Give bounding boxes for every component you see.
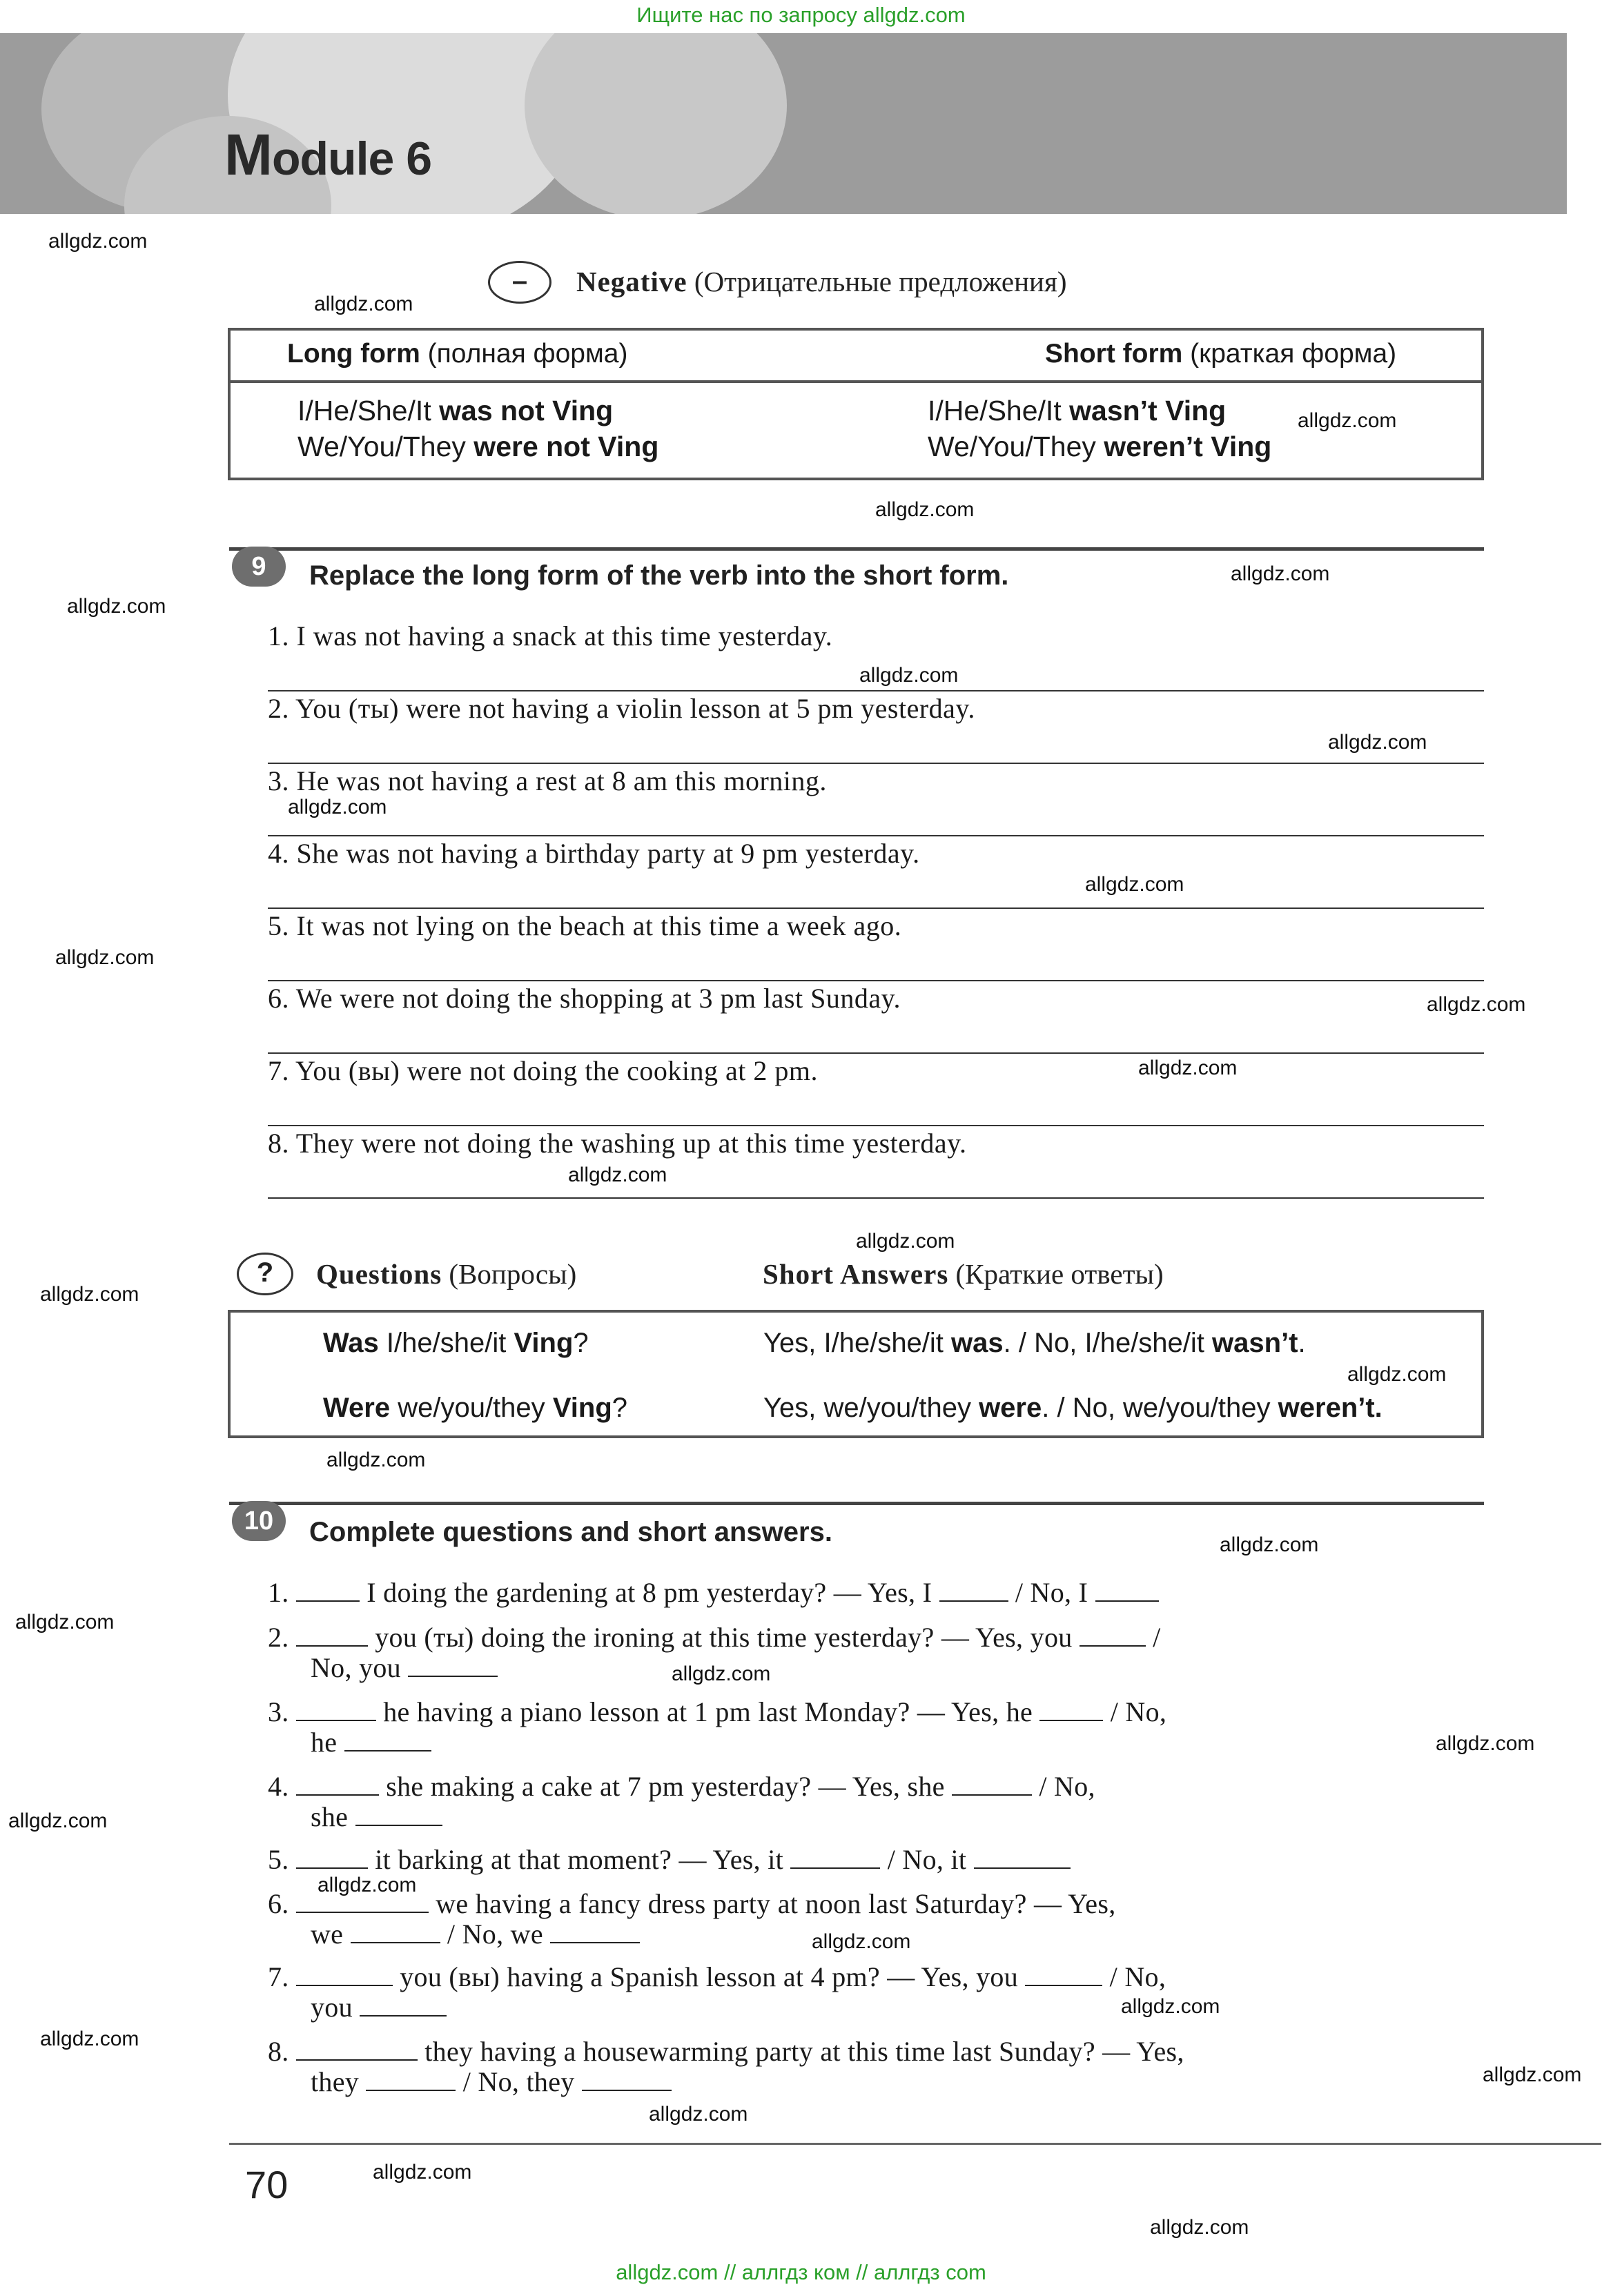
question-row-1: Was I/he/she/it Ving?: [323, 1328, 589, 1358]
ex9-answer-line[interactable]: [268, 835, 1484, 836]
watermark: allgdz.com: [1138, 1057, 1238, 1079]
ex10-blank[interactable]: [296, 1699, 376, 1721]
ex10-blank[interactable]: [582, 2069, 672, 2091]
watermark: allgdz.com: [568, 1164, 667, 1186]
exercise-10-rule: [229, 1502, 1484, 1505]
watermark: allgdz.com: [15, 1611, 115, 1633]
long-form-row-2: We/You/They were not Ving: [297, 431, 659, 462]
watermark: allgdz.com: [1427, 993, 1526, 1016]
ex10-blank[interactable]: [1025, 1964, 1102, 1986]
ex10-blank[interactable]: [1095, 1580, 1159, 1602]
short-form-row-1: I/He/She/It wasn’t Ving: [928, 395, 1227, 426]
ex9-item-2: 2. You (ты) were not having a violin lesson at 5 pm yesterday.: [268, 693, 975, 724]
watermark: allgdz.com: [1085, 873, 1184, 896]
short-form-row-2: We/You/They weren’t Ving: [928, 431, 1272, 462]
ex10-item-4: 4. she making a cake at 7 pm yesterday? — Yes, she / No, she: [268, 1771, 1095, 1832]
ex10-item-8: 8. they having a housewarming party at this time last Sunday? — Yes, they / No, they: [268, 2036, 1184, 2097]
ex9-answer-line[interactable]: [268, 1125, 1484, 1126]
watermark: allgdz.com: [875, 498, 975, 521]
watermark: allgdz.com: [40, 1283, 139, 1306]
negative-forms-table: [228, 328, 1484, 480]
ex10-blank[interactable]: [952, 1774, 1032, 1796]
ex10-blank[interactable]: [408, 1655, 498, 1677]
ex9-item-6: 6. We were not doing the shopping at 3 pm last Sunday.: [268, 983, 901, 1014]
long-form-header: Long form (полная форма): [287, 339, 628, 369]
ex10-blank[interactable]: [351, 1921, 440, 1943]
table-divider: [231, 380, 1481, 383]
watermark: allgdz.com: [288, 796, 387, 818]
questions-table: [228, 1310, 1484, 1438]
watermark: allgdz.com: [1298, 409, 1397, 432]
watermark: allgdz.com: [48, 230, 148, 253]
ex10-item-7: 7. you (вы) having a Spanish lesson at 4 pm? — Yes, you / No, you: [268, 1961, 1166, 2023]
ex10-blank[interactable]: [296, 1580, 360, 1602]
watermark: allgdz.com: [1150, 2216, 1249, 2239]
minus-sign-icon: –: [488, 261, 551, 304]
watermark: allgdz.com: [812, 1930, 911, 1953]
watermark: allgdz.com: [1220, 1533, 1319, 1556]
watermark: allgdz.com: [318, 1874, 417, 1896]
watermark: allgdz.com: [8, 1809, 108, 1832]
ex10-blank[interactable]: [939, 1580, 1008, 1602]
ex10-item-3: 3. he having a piano lesson at 1 pm last Monday? — Yes, he / No, he: [268, 1696, 1167, 1758]
short-form-header: Short form (краткая форма): [1045, 339, 1397, 369]
short-answers-heading: Short Answers (Краткие ответы): [763, 1258, 1164, 1290]
ex10-item-5: 5. it barking at that moment? — Yes, it / No, it: [268, 1845, 1483, 1875]
bottom-site-links[interactable]: allgdz.com // аллгдз ком // аллгдз com: [616, 2260, 986, 2284]
ex9-item-1: 1. I was not having a snack at this time yesterday.: [268, 620, 833, 651]
watermark: allgdz.com: [1121, 1995, 1220, 2018]
exercise-10-title: Complete questions and short answers.: [309, 1517, 832, 1547]
watermark: allgdz.com: [40, 2028, 139, 2050]
ex10-item-2: 2. you (ты) doing the ironing at this time yesterday? — Yes, you / No, you: [268, 1622, 1161, 1683]
watermark: allgdz.com: [1436, 1732, 1535, 1755]
top-search-link[interactable]: Ищите нас по запросу allgdz.com: [636, 3, 966, 27]
ex10-blank[interactable]: [974, 1847, 1071, 1869]
ex10-item-1: 1. I doing the gardening at 8 pm yesterday? — Yes, I / No, I: [268, 1578, 1483, 1608]
ex10-blank[interactable]: [1039, 1699, 1103, 1721]
ex10-blank[interactable]: [355, 1804, 442, 1826]
ex10-blank[interactable]: [296, 2039, 418, 2061]
watermark: allgdz.com: [326, 1449, 426, 1471]
watermark: allgdz.com: [856, 1230, 955, 1253]
ex9-answer-line[interactable]: [268, 1052, 1484, 1054]
ex10-blank[interactable]: [296, 1847, 368, 1869]
questions-heading: Questions (Вопросы): [316, 1258, 577, 1290]
ex9-item-7: 7. You (вы) were not doing the cooking at 2 pm.: [268, 1055, 818, 1086]
ex10-blank[interactable]: [366, 2069, 456, 2091]
answer-row-1: Yes, I/he/she/it was. / No, I/he/she/it wasn’t.: [763, 1328, 1306, 1358]
ex9-item-8: 8. They were not doing the washing up at this time yesterday.: [268, 1128, 967, 1159]
exercise-10-number: 10: [232, 1501, 286, 1541]
question-sign-icon: ?: [237, 1253, 293, 1295]
watermark: allgdz.com: [1231, 562, 1330, 585]
ex10-blank[interactable]: [296, 1625, 368, 1647]
watermark: allgdz.com: [1483, 2063, 1582, 2086]
footer-rule: [229, 2143, 1601, 2145]
decor-petal: [525, 33, 787, 214]
ex10-blank[interactable]: [790, 1847, 880, 1869]
ex10-blank[interactable]: [1080, 1625, 1146, 1647]
exercise-9-number: 9: [232, 547, 286, 587]
watermark: allgdz.com: [67, 595, 166, 618]
ex10-blank[interactable]: [344, 1729, 431, 1752]
watermark: allgdz.com: [672, 1662, 771, 1685]
watermark: allgdz.com: [55, 946, 155, 969]
watermark: allgdz.com: [859, 664, 959, 687]
ex9-item-3: 3. He was not having a rest at 8 am this morning.: [268, 765, 827, 796]
ex9-answer-line[interactable]: [268, 690, 1484, 691]
ex10-blank[interactable]: [550, 1921, 640, 1943]
ex10-blank[interactable]: [360, 1994, 447, 2017]
answer-row-2: Yes, we/you/they were. / No, we/you/they weren’t.: [763, 1393, 1383, 1423]
ex9-item-5: 5. It was not lying on the beach at this time a week ago.: [268, 910, 902, 941]
watermark: allgdz.com: [314, 293, 413, 315]
exercise-9-rule: [229, 547, 1484, 551]
ex9-answer-line[interactable]: [268, 907, 1484, 909]
question-row-2: Were we/you/they Ving?: [323, 1393, 627, 1423]
watermark: allgdz.com: [1328, 731, 1427, 754]
ex9-item-4: 4. She was not having a birthday party at 9 pm yesterday.: [268, 838, 920, 869]
watermark: allgdz.com: [373, 2161, 472, 2184]
ex10-blank[interactable]: [296, 1774, 379, 1796]
watermark: allgdz.com: [1347, 1363, 1447, 1386]
page-number: 70: [245, 2163, 289, 2206]
module-title: Module 6: [224, 122, 432, 187]
negative-heading: Negative (Отрицательные предложения): [576, 266, 1067, 297]
ex9-answer-line[interactable]: [268, 1197, 1484, 1199]
ex10-item-6: 6. we having a fancy dress party at noon last Saturday? — Yes, we / No, we: [268, 1888, 1116, 1950]
ex10-blank[interactable]: [296, 1964, 393, 1986]
exercise-9-title: Replace the long form of the verb into the short form.: [309, 560, 1009, 591]
watermark: allgdz.com: [649, 2103, 748, 2126]
long-form-row-1: I/He/She/It was not Ving: [297, 395, 614, 426]
ex9-answer-line[interactable]: [268, 763, 1484, 764]
ex9-answer-line[interactable]: [268, 980, 1484, 981]
